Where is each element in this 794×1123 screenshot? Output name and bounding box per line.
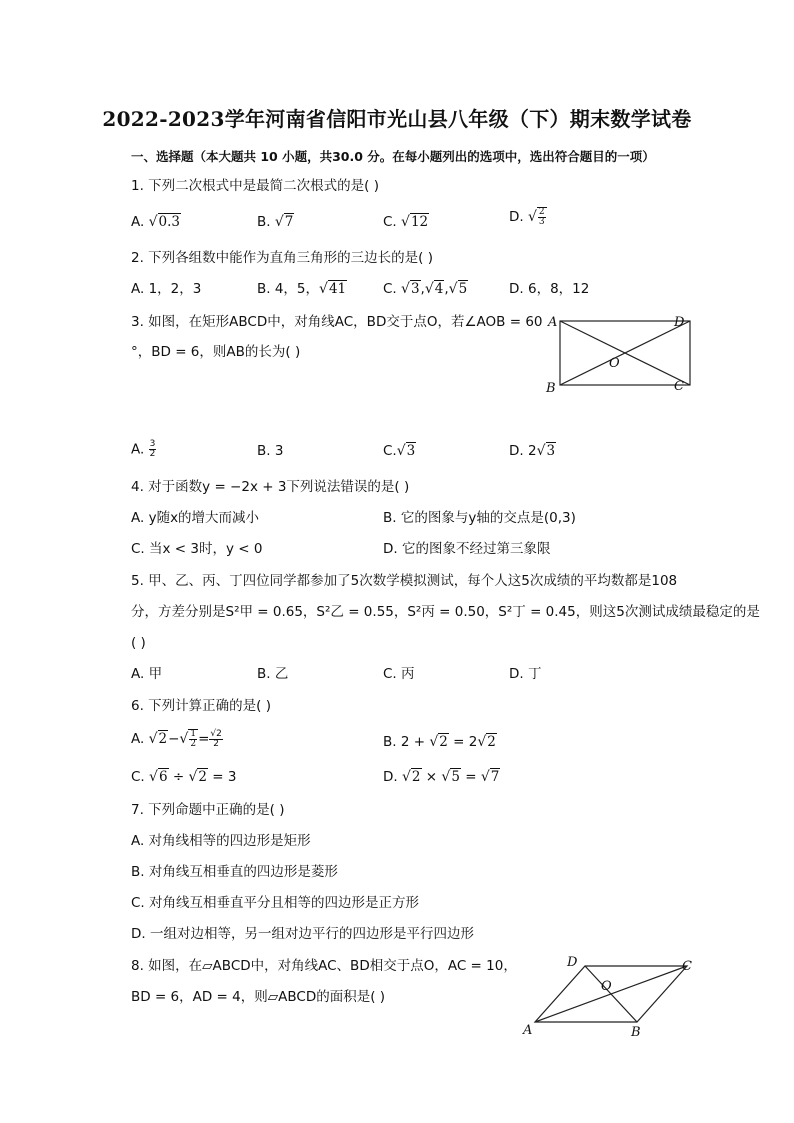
q7-option-b: B. 对角线互相垂直的四边形是菱形: [131, 864, 338, 880]
question-5-line2: 分，方差分别是S²甲 = 0.65，S²乙 = 0.55，S²丙 = 0.50，S²丁 = 0.45，则这5次测试成绩最稳定的是: [131, 604, 760, 620]
vertex-label-b: B: [546, 381, 556, 396]
q6-option-c: C. √6 ÷ √2 = 3: [131, 769, 237, 785]
section-heading: 一、选择题（本大题共 10 小题，共30.0 分。在每小题列出的选项中，选出符合题目的一项）: [131, 149, 655, 164]
q7-option-d: D. 一组对边相等，另一组对边平行的四边形是平行四边形: [131, 926, 474, 942]
option-label: A.: [131, 214, 145, 230]
option-label: D.: [509, 209, 524, 225]
q4-option-d: D. 它的图象不经过第三象限: [383, 541, 551, 557]
q3-option-d: D. 2√3: [509, 443, 556, 459]
q3-option-a: A. $\frac{3}{2}$: [131, 439, 156, 459]
parallelogram-figure: [515, 950, 700, 1040]
q3-option-b: B. 3: [257, 443, 284, 459]
question-6-stem: 6. 下列计算正确的是( ): [131, 698, 271, 714]
q1-option-d: D. √ $\frac{2}{3}$: [509, 207, 545, 227]
q2-option-d: D. 6，8，12: [509, 281, 590, 297]
diagonal-bd: [585, 966, 637, 1022]
vertex-label-o: O: [609, 356, 620, 371]
question-3-stem-line1: 3. 如图，在矩形ABCD中，对角线AC，BD交于点O，若∠AOB = 60: [131, 314, 543, 330]
q4-option-b: B. 它的图象与y轴的交点是(0,3): [383, 510, 576, 526]
vertex-label-b: B: [631, 1025, 641, 1040]
rectangle-figure: [540, 308, 700, 398]
question-1-stem: 1. 下列二次根式中是最简二次根式的是( ): [131, 178, 379, 194]
vertex-label-a: A: [548, 315, 558, 330]
page-title: 2022-2023学年河南省信阳市光山县八年级（下）期末数学试卷: [102, 107, 692, 131]
vertex-label-c: C: [674, 379, 684, 394]
q2-option-a: A. 1，2，3: [131, 281, 202, 297]
q4-option-c: C. 当x < 3时，y < 0: [131, 541, 263, 557]
question-5-line3: ( ): [131, 635, 146, 651]
q1-option-a: A. √0.3: [131, 214, 180, 230]
q5-option-a: A. 甲: [131, 666, 163, 682]
option-label: B.: [257, 214, 271, 230]
q1-option-c: C. √12: [383, 214, 429, 230]
q3-option-c: C.√3: [383, 443, 416, 459]
vertex-label-d: D: [567, 955, 578, 970]
option-label: C.: [383, 214, 397, 230]
question-5-line1: 5. 甲、乙、丙、丁四位同学都参加了5次数学模拟测试，每个人这5次成绩的平均数都是108: [131, 573, 678, 589]
vertex-label-d: D: [674, 315, 685, 330]
q7-option-c: C. 对角线互相垂直平分且相等的四边形是正方形: [131, 895, 420, 911]
radicand: 12: [410, 214, 429, 230]
radicand: 0.3: [158, 214, 180, 230]
q2-option-c: C. √3,√4,√5: [383, 281, 468, 297]
q5-option-b: B. 乙: [257, 666, 289, 682]
question-8-stem-line2: BD = 6，AD = 4，则▱ABCD的面积是( ): [131, 989, 386, 1005]
q5-option-c: C. 丙: [383, 666, 415, 682]
q5-option-d: D. 丁: [509, 666, 542, 682]
radicand: 7: [284, 214, 294, 230]
q1-option-b: B. √7: [257, 214, 294, 230]
question-2-stem: 2. 下列各组数中能作为直角三角形的三边长的是( ): [131, 250, 433, 266]
question-4-stem: 4. 对于函数y = −2x + 3下列说法错误的是( ): [131, 479, 410, 495]
question-8-stem-line1: 8. 如图，在▱ABCD中，对角线AC、BD相交于点O，AC = 10，: [131, 958, 517, 974]
q6-option-b: B. 2 + √2 = 2√2: [383, 734, 496, 750]
q2-option-b: B. 4，5，√41: [257, 281, 347, 297]
q7-option-a: A. 对角线相等的四边形是矩形: [131, 833, 311, 849]
vertex-label-a: A: [523, 1023, 533, 1038]
q6-option-a: A. √2−√ $\frac{1}{2}$ = $\frac{√2}{2}$: [131, 728, 222, 749]
question-7-stem: 7. 下列命题中正确的是( ): [131, 802, 285, 818]
vertex-label-c: C: [682, 959, 692, 974]
q4-option-a: A. y随x的增大而减小: [131, 510, 260, 526]
question-3-stem-line2: °，BD = 6，则AB的长为( ): [131, 344, 301, 360]
vertex-label-o: O: [601, 979, 612, 994]
q6-option-d: D. √2 × √5 = √7: [383, 769, 500, 785]
